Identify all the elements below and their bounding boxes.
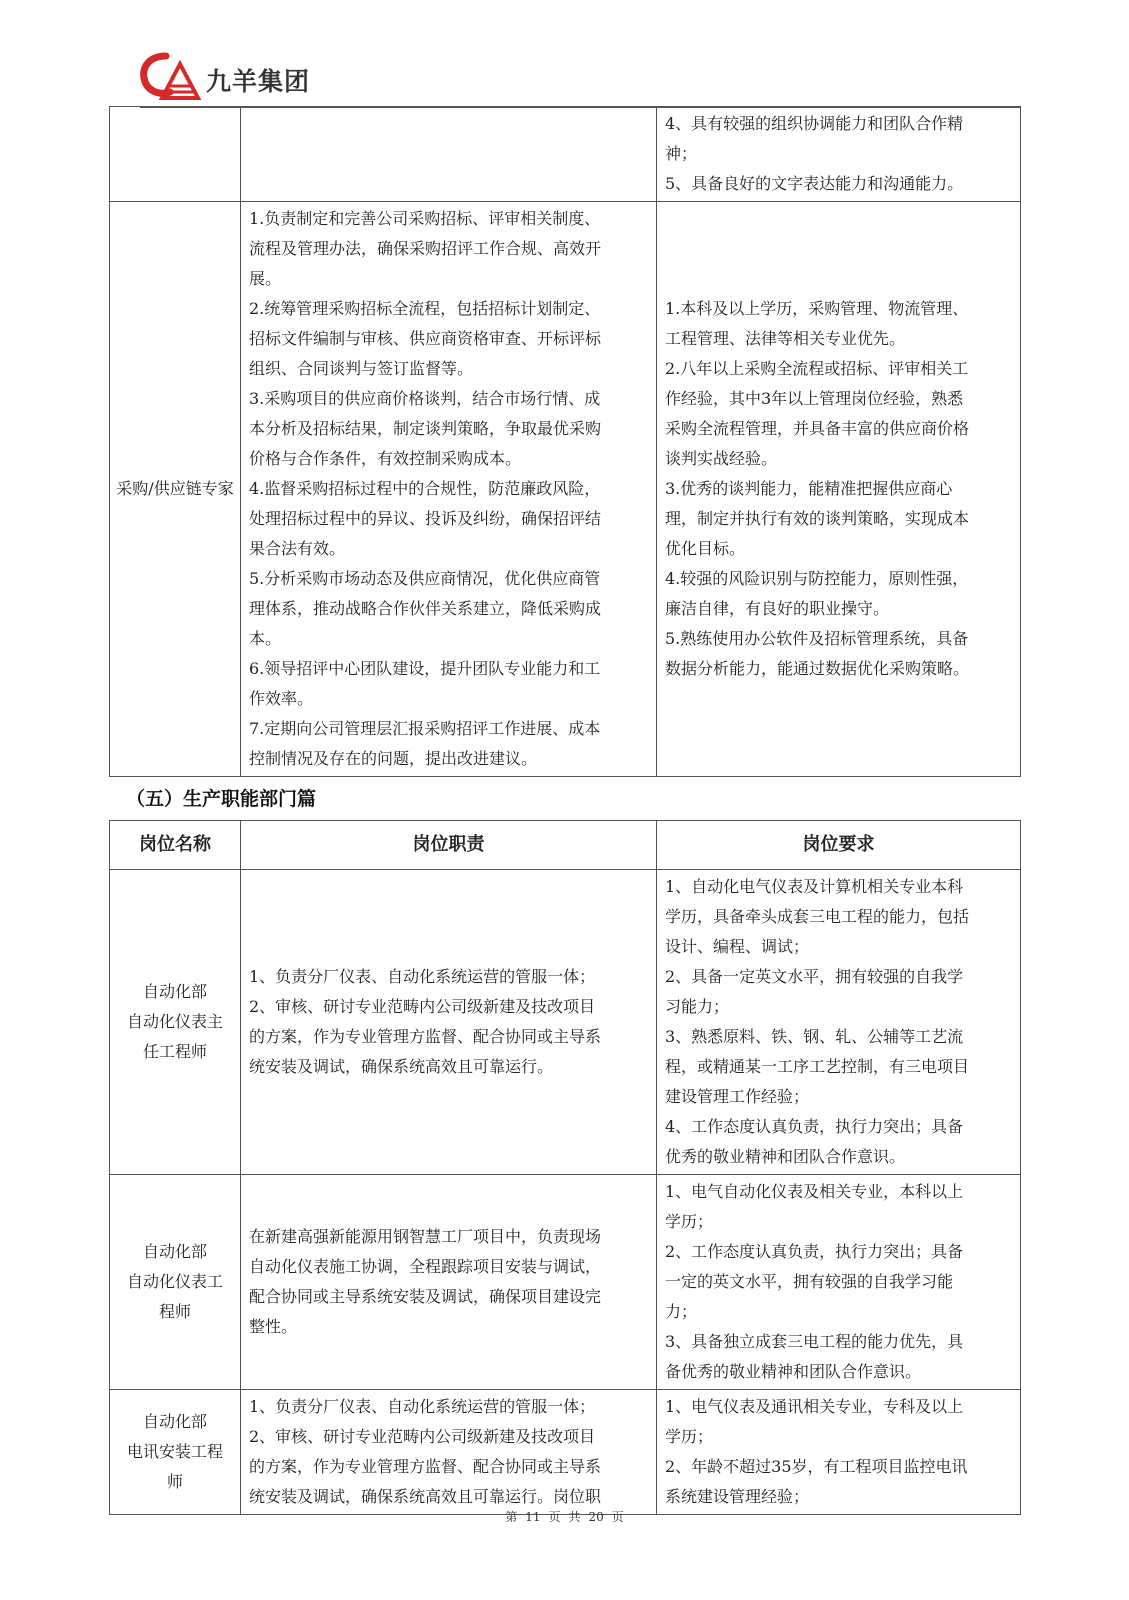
requirement-cell: 1、电气仪表及通讯相关专业，专科及以上 学历； 2、年龄不超过35岁，有工程项目监控电讯 系统建设管理经验； bbox=[657, 1390, 1021, 1515]
positions-table-continued bbox=[109, 106, 1021, 777]
page-footer bbox=[0, 1508, 1129, 1525]
duty-cell bbox=[241, 107, 657, 202]
page-total: 20 bbox=[588, 1510, 604, 1524]
position-name-cell: 自动化部 自动化仪表主 任工程师 bbox=[110, 870, 241, 1175]
position-name-cell: 自动化部 自动化仪表工 程师 bbox=[110, 1175, 241, 1390]
footer-label: 第 bbox=[505, 1510, 518, 1524]
duty-cell: 1.负责制定和完善公司采购招标、评审相关制度、 流程及管理办法，确保采购招评工作合规、高效开 展。 2.统筹管理采购招标全流程，包括招标计划制定、 招标文件编制与审核、供应商资格审查、开标评标 组织、合同谈判与签订监督等。 3.采购项目的供应商价格谈判，结合市场行情、成 本分析及招标结果，制定谈判策略，争取最优采购 价格与合作条件，有效控制采购成本。 4.监督采购招标过程中的合规性，防范廉政风险， 处理招标过程中的异议、投诉及纠纷，确保招评结 果合法有效。 5.分析采购市场动态及供应商情况，优化供应商管 理体系，推动战略合作伙伴关系建立，降低采购成 本。 6.领导招评中心团队建设，提升团队专业能力和工 作效率。 7.定期向公司管理层汇报采购招评工作进展、成本 控制情况及存在的问题，提出改进建议。 bbox=[241, 202, 657, 777]
footer-label: 页 bbox=[611, 1510, 624, 1524]
duty-cell: 1、负责分厂仪表、自动化系统运营的管服一体； 2、审核、研讨专业范畴内公司级新建及技改项目 的方案，作为专业管理方监督、配合协同或主导系 统安装及调试，确保系统高效且可靠运行。岗位职 bbox=[241, 1390, 657, 1515]
table-header-row bbox=[110, 821, 1021, 870]
page-number: 11 bbox=[525, 1510, 541, 1524]
table-row bbox=[110, 107, 1021, 202]
requirement-cell: 4、具有较强的组织协调能力和团队合作精 神； 5、具备良好的文字表达能力和沟通能力。 bbox=[657, 107, 1021, 202]
page-header bbox=[140, 52, 1020, 110]
section-title: （五）生产职能部门篇 bbox=[126, 788, 317, 810]
column-header-name: 岗位名称 bbox=[110, 821, 241, 870]
requirement-cell: 1、电气自动化仪表及相关专业，本科以上 学历； 2、工作态度认真负责，执行力突出；具备 一定的英文水平，拥有较强的自我学习能 力； 3、具备独立成套三电工程的能力优先，具 备优秀的敬业精神和团队合作意识。 bbox=[657, 1175, 1021, 1390]
company-name: 九羊集团 bbox=[206, 67, 311, 96]
footer-label: 共 bbox=[568, 1510, 581, 1524]
footer-label: 页 bbox=[548, 1510, 561, 1524]
requirement-cell: 1、自动化电气仪表及计算机相关专业本科 学历，具备牵头成套三电工程的能力，包括 设计、编程、调试； 2、具备一定英文水平，拥有较强的自我学 习能力； 3、熟悉原料、铁、钢、轧、公辅等工艺流 程，或精通某一工序工艺控制，有三电项目 建设管理工作经验； 4、工作态度认真负责，执行力突出；具备 优秀的敬业精神和团队合作意识。 bbox=[657, 870, 1021, 1175]
column-header-duty: 岗位职责 bbox=[241, 821, 657, 870]
position-name-cell: 采购/供应链专家 bbox=[110, 202, 241, 777]
requirement-cell: 1.本科及以上学历，采购管理、物流管理、 工程管理、法律等相关专业优先。 2.八年以上采购全流程或招标、评审相关工 作经验，其中3年以上管理岗位经验，熟悉 采购全流程管理，并具备丰富的供应商价格 谈判实战经验。 3.优秀的谈判能力，能精准把握供应商心 理，制定并执行有效的谈判策略，实现成本 优化目标。 4.较强的风险识别与防控能力，原则性强， 廉洁自律，有良好的职业操守。 5.熟练使用办公软件及招标管理系统，具备 数据分析能力，能通过数据优化采购策略。 bbox=[657, 202, 1021, 777]
company-logo-icon bbox=[140, 52, 202, 104]
table-row bbox=[110, 202, 1021, 777]
duty-cell: 1、负责分厂仪表、自动化系统运营的管服一体； 2、审核、研讨专业范畴内公司级新建及技改项目 的方案，作为专业管理方监督、配合协同或主导系 统安装及调试，确保系统高效且可靠运行。 bbox=[241, 870, 657, 1175]
position-name-cell: 自动化部 电讯安装工程 师 bbox=[110, 1390, 241, 1515]
column-header-requirement: 岗位要求 bbox=[657, 821, 1021, 870]
duty-cell: 在新建高强新能源用钢智慧工厂项目中，负责现场 自动化仪表施工协调，全程跟踪项目安装与调试， 配合协同或主导系统安装及调试，确保项目建设完 整性。 bbox=[241, 1175, 657, 1390]
positions-table bbox=[109, 820, 1021, 1515]
table-row bbox=[110, 1175, 1021, 1390]
position-name-cell bbox=[110, 107, 241, 202]
table-row bbox=[110, 1390, 1021, 1515]
table-row bbox=[110, 870, 1021, 1175]
